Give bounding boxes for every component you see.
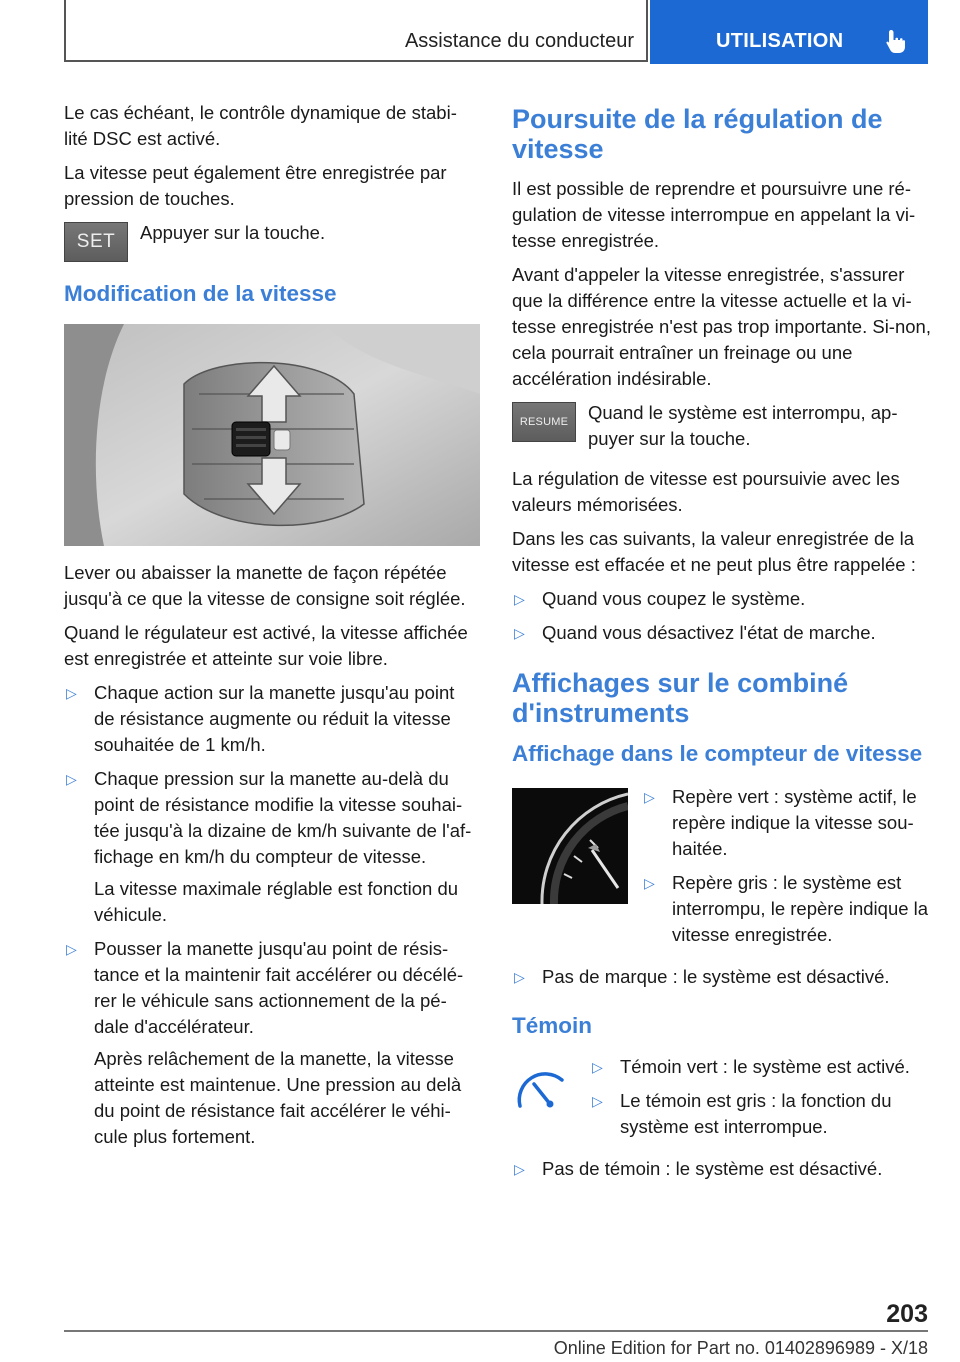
footer-edition: Online Edition for Part no. 01402896989 - X/18 [553, 1338, 928, 1358]
triangle-bullet-icon: ▷ [66, 771, 77, 787]
steering-wheel-lever-illustration [64, 324, 480, 546]
header-chapter-title: UTILISATION [716, 30, 844, 52]
resume-button-label: RESUME [519, 416, 569, 428]
list-item-text: Repère gris : le système est interrompu, le repère indique la vitesse enregistrée. [672, 872, 929, 945]
triangle-bullet-icon: ▷ [66, 941, 77, 957]
triangle-bullet-icon: ▷ [644, 789, 655, 805]
section-heading: Poursuite de la régulation de vitesse [512, 104, 883, 164]
list-item [64, 936, 480, 1150]
section-heading: Affichages sur le combiné d'instruments [512, 668, 849, 728]
list-item-text: Chaque action sur la manette jusqu'au point de résistance augmente ou réduit la vitesse souhaitée de 1 km/h. [94, 682, 455, 755]
header-section-box [64, 0, 648, 62]
page-number: 203 [886, 1300, 928, 1328]
resume-button-instruction [512, 400, 932, 452]
list-item-text: Quand vous coupez le système. [542, 588, 806, 609]
set-button-text: Appuyer sur la touche. [140, 222, 326, 243]
list-item-note: La vitesse maximale réglable est fonction du véhicule. [94, 878, 459, 925]
triangle-bullet-icon: ▷ [66, 685, 77, 701]
list-item [590, 1054, 932, 1080]
list-item-text: Quand vous désactivez l'état de marche. [542, 622, 876, 643]
triangle-bullet-icon: ▷ [514, 625, 525, 641]
paragraph: Le cas échéant, le contrôle dynamique de stabi-lité DSC est activé. [64, 102, 457, 149]
triangle-bullet-icon: ▷ [592, 1059, 603, 1075]
triangle-bullet-icon: ▷ [592, 1093, 603, 1109]
resume-button-text: Quand le système est interrompu, ap-puyer sur la touche. [588, 402, 898, 449]
paragraph: La régulation de vitesse est poursuivie avec les valeurs mémorisées. [512, 468, 900, 515]
paragraph: Avant d'appeler la vitesse enregistrée, s'assurer que la différence entre la vitesse actuelle et la vi-tesse enregistrée n'est pas trop importante. Si-non, cela pourrait entraîner un freinage ou une accélération indésirable. [512, 264, 931, 389]
footer-divider [64, 1330, 928, 1332]
set-button-instruction [64, 220, 480, 262]
paragraph: Il est possible de reprendre et poursuivre une ré-gulation de vitesse interrompue en appelant la vi-tesse enregistrée. [512, 178, 916, 251]
hand-pointer-icon [882, 26, 912, 56]
speedometer-indicator-icon [512, 1066, 576, 1114]
speedometer-extra-list [512, 964, 932, 990]
indicator-row [512, 1054, 932, 1148]
lever-action-list [64, 680, 480, 1150]
list-item-note: Après relâchement de la manette, la vitesse atteinte est maintenue. Une pression au delà du point de résistance fait accélérer le véhi-cule plus fortement. [94, 1048, 462, 1147]
list-item [512, 964, 932, 990]
list-item [64, 680, 480, 758]
list-item-text: Chaque pression sur la manette au-delà du point de résistance modifie la vitesse souhai-tée jusqu'à la dizaine de km/h suivante de l'af-fichage en km/h du compteur de vitesse. [94, 768, 472, 867]
list-item-text: Le témoin est gris : la fonction du système est interrompue. [620, 1090, 892, 1137]
speedometer-row [512, 784, 932, 956]
speedometer-marker-image [512, 788, 628, 904]
indicator-extra-list [512, 1156, 932, 1182]
header-chapter-tab [650, 0, 928, 64]
subsection-heading: Affichage dans le compteur de vitesse [512, 741, 923, 766]
paragraph: La vitesse peut également être enregistrée par pression de touches. [64, 162, 447, 209]
list-item [512, 620, 932, 646]
list-item [590, 1088, 932, 1140]
paragraph: Dans les cas suivants, la valeur enregistrée de la vitesse est effacée et ne peut plus être rappelée : [512, 528, 916, 575]
list-item [642, 784, 932, 862]
set-button-image [64, 222, 128, 262]
triangle-bullet-icon: ▷ [514, 1161, 525, 1177]
list-item-text: Pas de marque : le système est désactivé. [542, 966, 890, 987]
triangle-bullet-icon: ▷ [644, 875, 655, 891]
header-section-title: Assistance du conducteur [404, 30, 634, 52]
triangle-bullet-icon: ▷ [514, 591, 525, 607]
list-item-text: Pousser la manette jusqu'au point de résis-tance et la maintenir fait accélérer ou décélé-rer le véhicule sans actionnement de la pé-dale d'accélérateur. [94, 938, 464, 1037]
cancel-conditions-list [512, 586, 932, 646]
list-item [64, 766, 480, 928]
list-item-text: Témoin vert : le système est activé. [620, 1056, 910, 1077]
triangle-bullet-icon: ▷ [514, 969, 525, 985]
page-header [64, 0, 928, 64]
list-item [512, 586, 932, 612]
left-column [64, 100, 480, 1158]
list-item [512, 1156, 932, 1182]
set-button-label: SET [76, 231, 116, 252]
subsection-heading: Témoin [512, 1013, 593, 1038]
section-heading: Modification de la vitesse [64, 281, 337, 306]
speedometer-marker-list [642, 784, 932, 956]
list-item-text: Repère vert : système actif, le repère indique la vitesse sou-haitée. [672, 786, 917, 859]
paragraph: Quand le régulateur est activé, la vitesse affichée est enregistrée et atteinte sur voie libre. [64, 622, 468, 669]
indicator-list [590, 1054, 932, 1148]
list-item-text: Pas de témoin : le système est désactivé. [542, 1158, 883, 1179]
list-item [642, 870, 932, 948]
resume-button-image [512, 402, 576, 442]
right-column [512, 100, 932, 1190]
paragraph: Lever ou abaisser la manette de façon répétée jusqu'à ce que la vitesse de consigne soit réglée. [64, 562, 466, 609]
